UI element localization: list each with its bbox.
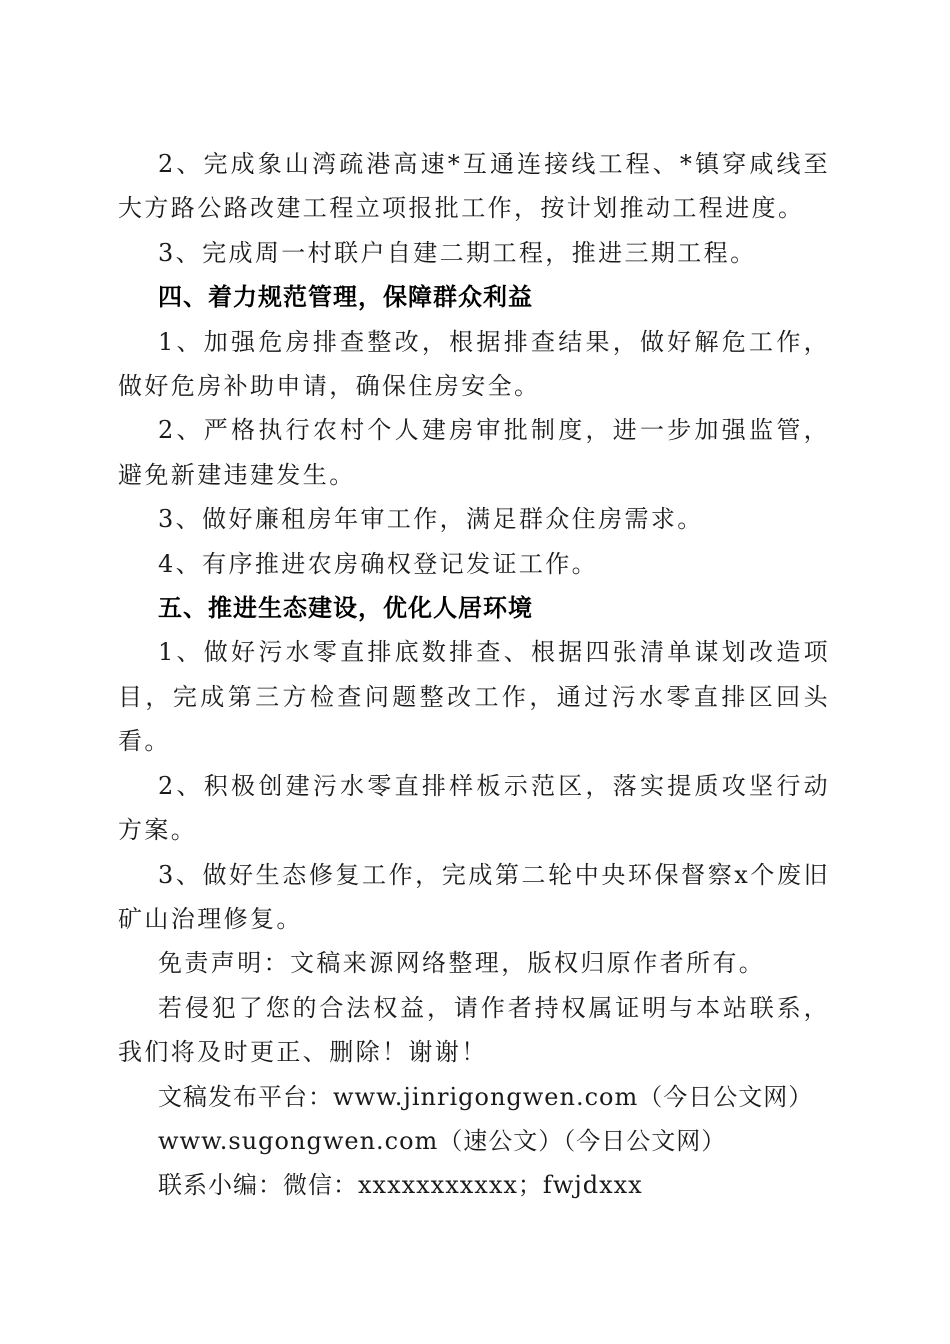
document-body [118,142,830,1208]
website-line: www.sugongwen.com（速公文）（今日公文网） [158,1126,727,1155]
paragraph-item-4-3: 3、做好廉租房年审工作，满足群众住房需求。 [158,505,704,534]
paragraph-item-5-1: 1、做好污水零直排底数排查、根据四张清单谋划改造项目，完成第三方检查问题整改工作，通过污水零直排区回头看。 [118,638,830,756]
paragraph-item-3: 3、完成周一村联户自建二期工程，推进三期工程。 [158,238,757,267]
section-heading-4: 四、着力规范管理，保障群众利益 [158,283,533,312]
paragraph-item-4-4: 4、有序推进农房确权登记发证工作。 [158,549,599,578]
contact-line: 联系小编：微信：xxxxxxxxxxx；fwjdxxx [158,1171,643,1200]
paragraph-item-5-3: 3、做好生态修复工作，完成第二轮中央环保督察x个废旧矿山治理修复。 [118,860,830,933]
paragraph-item-4-1: 1、加强危房排查整改，根据排查结果，做好解危工作，做好危房补助申请，确保住房安全。 [118,327,830,401]
paragraph-item-5-2: 2、积极创建污水零直排样板示范区，落实提质攻坚行动方案。 [118,771,830,845]
infringement-notice: 若侵犯了您的合法权益，请作者持权属证明与本站联系，我们将及时更正、删除！谢谢！ [118,993,830,1067]
publish-platform-line: 文稿发布平台：www.jinrigongwen.com（今日公文网） [158,1082,814,1111]
disclaimer-text: 免责声明：文稿来源网络整理，版权归原作者所有。 [158,949,766,978]
paragraph-item-2: 2、完成象山湾疏港高速*互通连接线工程、*镇穿咸线至大方路公路改建工程立项报批工作，按计划推动工程进度。 [118,150,830,223]
paragraph-item-4-2: 2、严格执行农村个人建房审批制度，进一步加强监管，避免新建违建发生。 [118,416,830,489]
section-heading-5: 五、推进生态建设，优化人居环境 [158,594,533,623]
